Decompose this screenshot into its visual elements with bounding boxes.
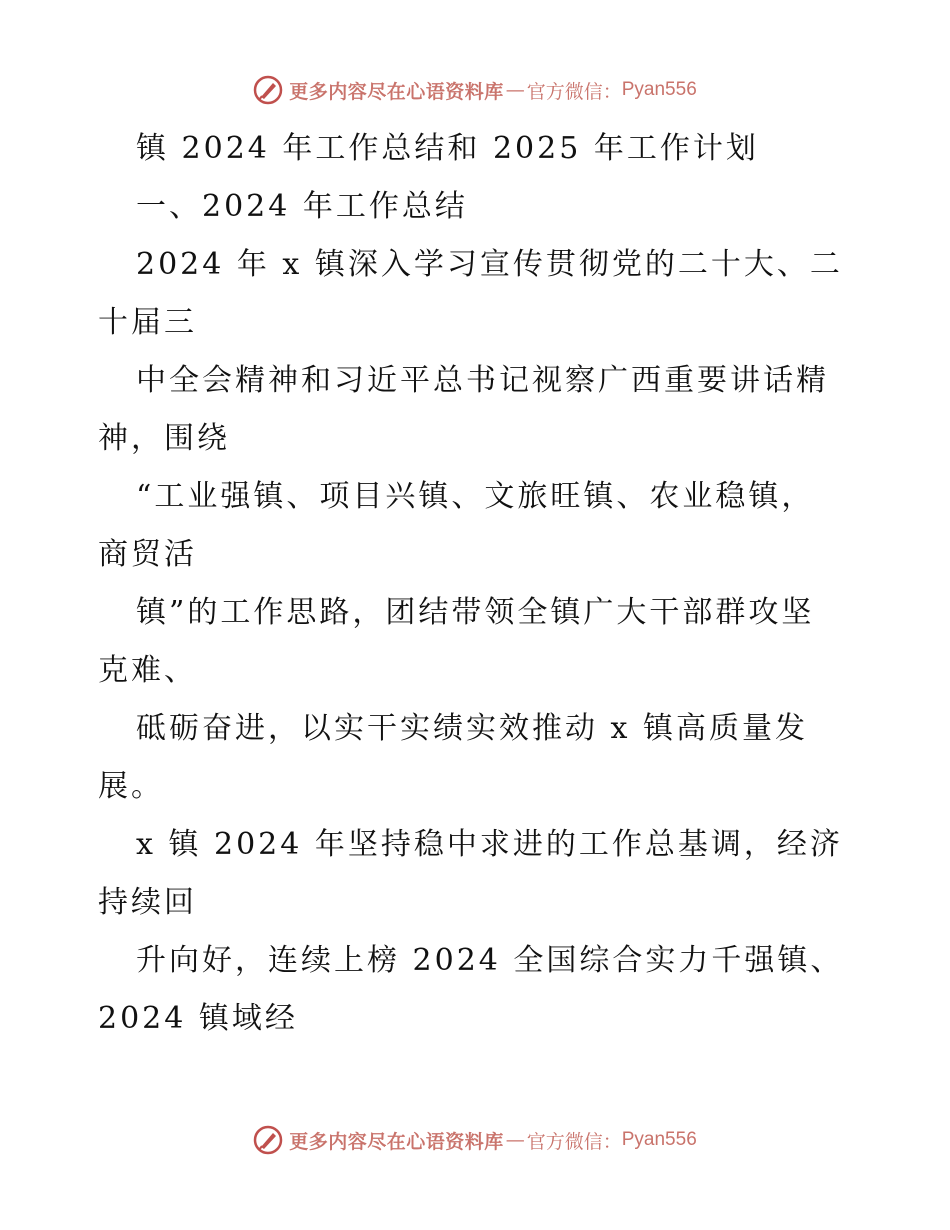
paragraph-line-wrap: 十届三: [98, 305, 197, 340]
watermark-separator: —: [505, 1129, 525, 1151]
watermark-banner-bottom: [0, 1120, 950, 1160]
paragraph-line-wrap: 克难、: [98, 653, 197, 688]
document-body: [98, 120, 858, 1048]
paragraph-line: 砥砺奋进，以实干实绩实效推动 x 镇高质量发: [136, 711, 808, 746]
paragraph-line: 升向好，连续上榜 2024 全国综合实力千强镇、: [136, 943, 844, 978]
watermark-sub-text: 官方微信：: [526, 1130, 622, 1153]
watermark-separator: —: [505, 79, 525, 101]
paragraph-line-wrap: 2024 镇域经: [98, 1001, 298, 1036]
paragraph-line-wrap: 商贸活: [98, 537, 197, 572]
watermark-main-text: 更多内容尽在心语资料库: [289, 1130, 504, 1153]
watermark-main-text: 更多内容尽在心语资料库: [289, 80, 504, 103]
paragraph-line-wrap: 展。: [98, 769, 164, 804]
paragraph-line-wrap: 神，围绕: [98, 421, 230, 456]
paragraph-line: x 镇 2024 年坚持稳中求进的工作总基调，经济: [136, 827, 843, 862]
document-title: 镇 2024 年工作总结和 2025 年工作计划: [136, 131, 759, 166]
paragraph-line: 中全会精神和习近平总书记视察广西重要讲话精: [136, 363, 829, 398]
watermark-sub-text: 官方微信：: [526, 80, 622, 103]
paragraph-line: 镇”的工作思路，团结带领全镇广大干部群攻坚: [136, 595, 815, 630]
watermark-wechat-id: Pyan556: [621, 79, 697, 100]
paragraph-line: 2024 年 x 镇深入学习宣传贯彻党的二十大、二: [136, 247, 843, 282]
paragraph-line-wrap: 持续回: [98, 885, 197, 920]
paragraph-line: “工业强镇、项目兴镇、文旅旺镇、农业稳镇，: [136, 479, 815, 514]
watermark-banner-top: [0, 70, 950, 110]
watermark-wechat-id: Pyan556: [621, 1129, 697, 1150]
quill-logo-icon: [253, 75, 283, 105]
section-heading: 一、2024 年工作总结: [136, 189, 468, 224]
quill-logo-icon: [253, 1125, 283, 1155]
